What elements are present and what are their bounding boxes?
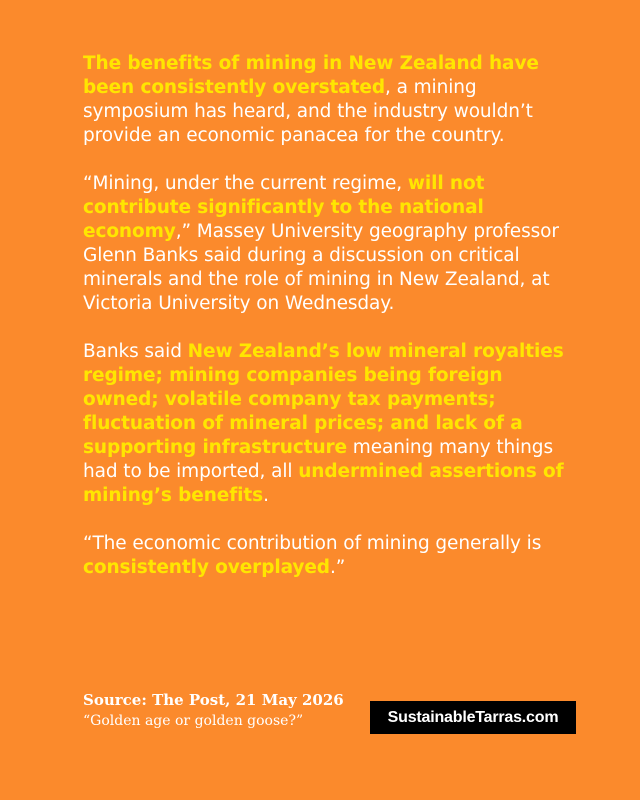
source-headline: “Golden age or golden goose?” — [83, 713, 304, 729]
highlight-text: undermined assertions of mining’s benefits — [83, 461, 564, 506]
body-text: .” — [329, 557, 346, 578]
highlight-text: The benefits of mining in New Zealand have been consistently overstated — [83, 53, 539, 98]
article-body — [83, 52, 583, 604]
footer — [83, 690, 583, 750]
body-text: “The economic contribution of mining generally is — [83, 533, 542, 554]
paragraph-2 — [83, 172, 583, 316]
paragraph-1 — [83, 52, 583, 148]
paragraph-4 — [83, 532, 583, 580]
source-citation: Source: The Post, 21 May 2026 — [83, 691, 344, 709]
body-text: meaning many things had to be imported, all — [83, 437, 553, 482]
body-text: Banks said — [83, 341, 188, 362]
body-text: ,” Massey University geography professor Glenn Banks said during a discussion on critical minerals and the role of mining in New Zealand, at Victoria University on Wednesday. — [83, 221, 559, 314]
body-text: . — [263, 485, 269, 506]
highlight-text: consistently overplayed — [83, 557, 330, 578]
highlight-text: New Zealand’s low mineral royalties regime; mining companies being foreign owned; volatile company tax payments; fluctuation of mineral prices; and lack of a supporting infrastructure — [83, 341, 564, 458]
body-text: “Mining, under the current regime, — [83, 173, 408, 194]
highlight-text: will not contribute significantly to the national economy — [83, 173, 485, 242]
paragraph-3 — [83, 340, 583, 508]
site-badge[interactable]: SustainableTarras.com — [370, 701, 576, 734]
body-text: , a mining symposium has heard, and the industry wouldn’t provide an economic panacea for the country. — [83, 77, 533, 146]
